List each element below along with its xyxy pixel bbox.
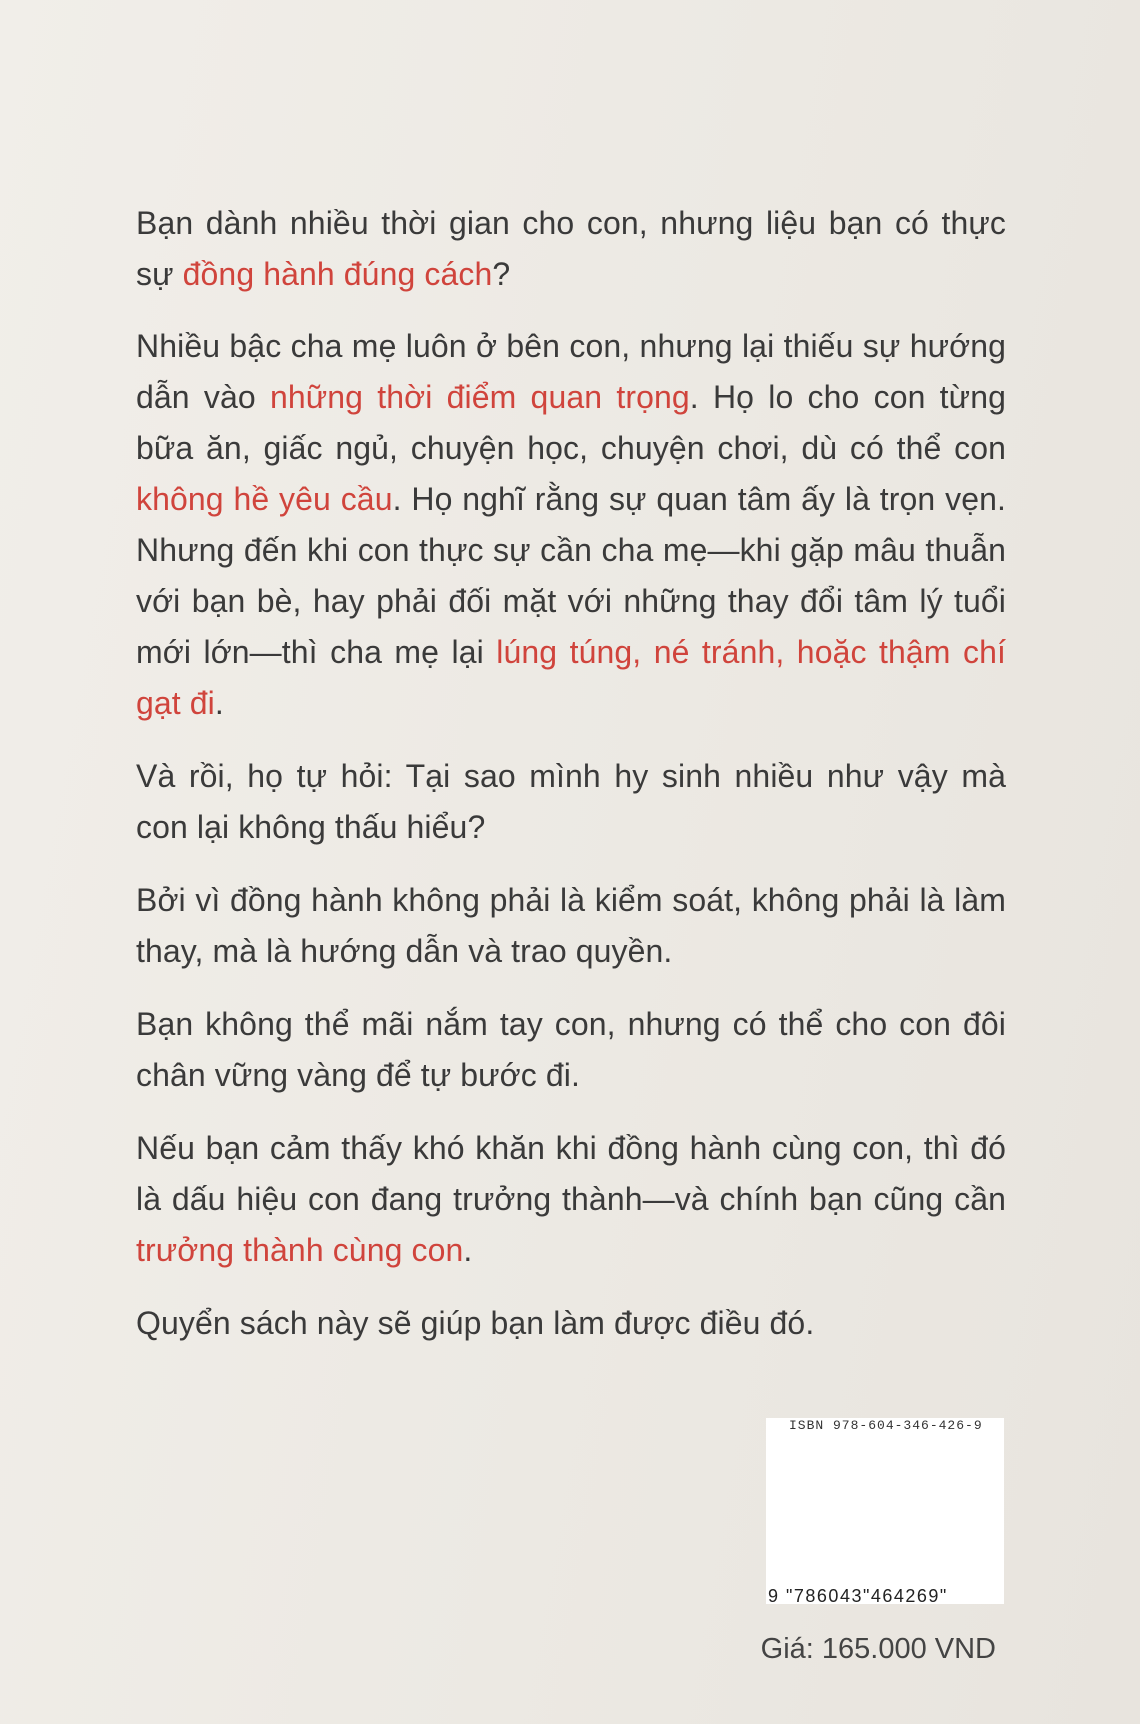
barcode-digits: 9 "786043"464269" bbox=[768, 1586, 948, 1606]
paragraph-5 bbox=[136, 999, 1006, 1101]
price-label: Giá: 165.000 VND bbox=[760, 1633, 996, 1665]
text-segment: Bạn dành nhiều thời gian cho con, nhưng liệu bạn có thực sự bbox=[136, 205, 1006, 292]
text-segment: Nếu bạn cảm thấy khó khăn khi đồng hành cùng con, thì đó là dấu hiệu con đang trưởng thành—và chính bạn cũng cần bbox=[136, 1130, 1006, 1217]
text-segment: . bbox=[214, 685, 224, 721]
highlight-segment: những thời điểm quan trọng bbox=[269, 379, 690, 415]
highlight-segment: không hề yêu cầu bbox=[136, 481, 393, 517]
text-segment: Bởi vì đồng hành không phải là kiểm soát, không phải là làm thay, mà là hướng dẫn và trao quyền. bbox=[136, 882, 1006, 969]
text-segment: Bạn không thể mãi nắm tay con, nhưng có thể cho con đôi chân vững vàng để tự bước đi. bbox=[136, 1006, 1006, 1093]
text-segment: . Họ lo cho con từng bữa ăn, giấc ngủ, chuyện học, chuyện chơi, dù có thể con bbox=[136, 379, 1006, 466]
highlight-segment: lúng túng, né tránh, hoặc thậm chí gạt đi bbox=[136, 634, 1006, 721]
highlight-segment: đồng hành đúng cách bbox=[182, 256, 493, 292]
text-segment: ? bbox=[492, 256, 511, 292]
text-segment: Và rồi, họ tự hỏi: Tại sao mình hy sinh nhiều như vậy mà con lại không thấu hiểu? bbox=[136, 758, 1006, 845]
blurb-text bbox=[136, 198, 1006, 1349]
barcode-area bbox=[766, 1418, 1004, 1604]
text-segment: Quyển sách này sẽ giúp bạn làm được điều đó. bbox=[136, 1305, 815, 1341]
text-segment: Nhiều bậc cha mẹ luôn ở bên con, nhưng lại thiếu sự hướng dẫn vào bbox=[136, 328, 1006, 415]
highlight-segment: trưởng thành cùng con bbox=[136, 1232, 464, 1268]
paragraph-6 bbox=[136, 1123, 1006, 1276]
paragraph-4 bbox=[136, 875, 1006, 977]
text-segment: . Họ nghĩ rằng sự quan tâm ấy là trọn vẹn. Nhưng đến khi con thực sự cần cha mẹ—khi gặp mâu thuẫn với bạn bè, hay phải đối mặt với những thay đổi tâm lý tuổi mới lớn—thì cha mẹ lại bbox=[136, 481, 1006, 670]
paragraph-2 bbox=[136, 321, 1006, 729]
paragraph-3 bbox=[136, 751, 1006, 853]
text-segment: . bbox=[463, 1232, 473, 1268]
isbn-label: ISBN 978-604-346-426-9 bbox=[789, 1418, 983, 1433]
paragraph-1 bbox=[136, 198, 1006, 300]
paragraph-7 bbox=[136, 1298, 1006, 1349]
